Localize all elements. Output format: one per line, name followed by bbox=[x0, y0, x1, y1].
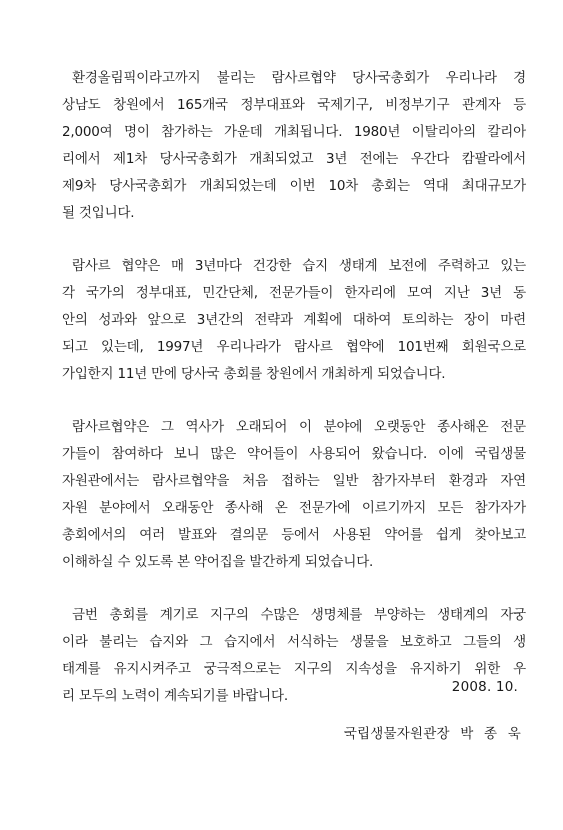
text-line: 총회에서의 여러 발표와 결의문 등에서 사용된 약어를 쉽게 찾아보고 bbox=[62, 527, 526, 543]
signature-block bbox=[344, 722, 521, 742]
paragraph-3 bbox=[62, 414, 526, 576]
text-line: 가입한지 11년 만에 당사국 총회를 창원에서 개최하게 되었습니다. bbox=[62, 366, 446, 382]
text-line: 자원 분야에서 오래동안 종사해 온 전문가에 이르기까지 모든 참가자가 bbox=[62, 500, 526, 516]
text-line: 리 모두의 노력이 계속되기를 바랍니다. bbox=[62, 688, 288, 704]
paragraph-1 bbox=[62, 65, 526, 227]
signature-name-part: 박 bbox=[460, 726, 474, 742]
letter-date: 2008. 10. bbox=[451, 679, 518, 695]
text-line: 2,000여 명이 참가하는 가운데 개최됩니다. 1980년 이탈리아의 칼리아 bbox=[62, 124, 526, 140]
text-line: 가들이 참여하다 보니 많은 약어들이 사용되어 왔습니다. 이에 국립생물 bbox=[62, 446, 526, 462]
text-line: 이해하실 수 있도록 본 약어집을 발간하게 되었습니다. bbox=[62, 554, 374, 570]
text-line: 환경올림픽이라고까지 불리는 람사르협약 당사국총회가 우리나라 경 bbox=[72, 70, 526, 86]
text-line: 안의 성과와 앞으로 3년간의 전략과 계획에 대하여 토의하는 장이 마련 bbox=[62, 312, 526, 328]
signature-name-part: 종 bbox=[484, 726, 498, 742]
text-line: 자원관에서는 람사르협약을 처음 접하는 일반 참가자부터 환경과 자연 bbox=[62, 473, 526, 489]
text-line: 제9차 당사국총회가 개최되었는데 이번 10차 총회는 역대 최대규모가 bbox=[62, 178, 526, 194]
text-line: 금번 총회를 계기로 지구의 수많은 생명체를 부양하는 생태계의 자궁 bbox=[72, 607, 526, 623]
paragraph-2 bbox=[62, 253, 526, 388]
text-line: 이라 불리는 습지와 그 습지에서 서식하는 생물을 보호하고 그들의 생 bbox=[62, 634, 526, 650]
letter-body bbox=[62, 65, 526, 736]
text-line: 람사르협약은 그 역사가 오래되어 이 분야에 오랫동안 종사해온 전문 bbox=[72, 419, 526, 435]
text-line: 리에서 제1차 당사국총회가 개최되었고 3년 전에는 우간다 캄팔라에서 bbox=[62, 151, 526, 167]
text-line: 될 것입니다. bbox=[62, 205, 135, 221]
text-line: 람사르 협약은 매 3년마다 건강한 습지 생태계 보전에 주력하고 있는 bbox=[72, 258, 526, 274]
text-line: 태계를 유지시켜주고 궁극적으로는 지구의 지속성을 유지하기 위한 우 bbox=[62, 661, 526, 677]
text-line: 각 국가의 정부대표, 민간단체, 전문가들이 한자리에 모여 지난 3년 동 bbox=[62, 285, 526, 301]
signature-title: 국립생물자원관장 bbox=[343, 726, 450, 742]
signature-name-part: 욱 bbox=[507, 726, 521, 742]
text-line: 되고 있는데, 1997년 우리나라가 람사르 협약에 101번째 회원국으로 bbox=[62, 339, 526, 355]
text-line: 상남도 창원에서 165개국 정부대표와 국제기구, 비정부기구 관계자 등 bbox=[62, 97, 526, 113]
